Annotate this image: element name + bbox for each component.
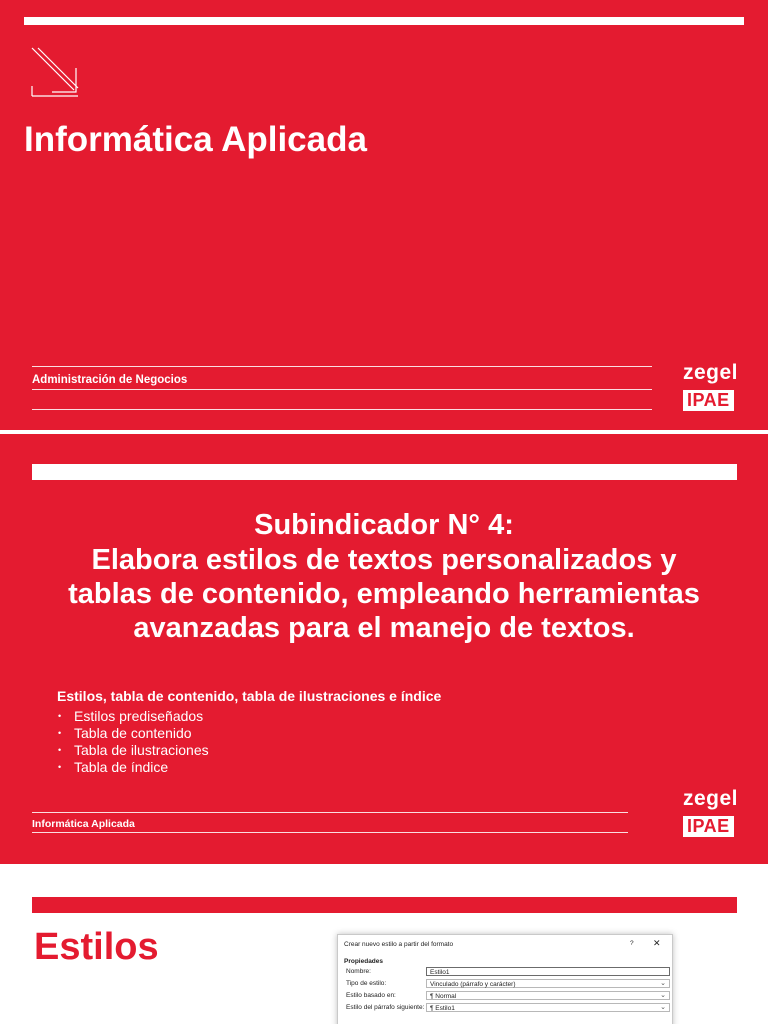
divider-line xyxy=(32,389,652,390)
arrow-down-right-icon xyxy=(30,46,80,98)
field-label: Estilo basado en: xyxy=(346,992,396,999)
list-item: • Tabla de contenido xyxy=(58,725,192,741)
brand-name: zegel xyxy=(683,787,739,810)
top-bar xyxy=(24,17,744,25)
close-icon[interactable]: ✕ xyxy=(653,938,661,948)
top-bar xyxy=(32,897,737,913)
styles-slide xyxy=(0,868,768,1024)
list-item: • Tabla de ilustraciones xyxy=(58,742,209,758)
field-label: Nombre: xyxy=(346,968,371,975)
brand-badge: IPAE xyxy=(683,390,734,411)
field-label: Tipo de estilo: xyxy=(346,980,387,987)
footer-text: Administración de Negocios xyxy=(32,374,188,386)
subindicator-text-line: tablas de contenido, empleando herramientas xyxy=(68,578,700,610)
list-item: • Estilos prediseñados xyxy=(58,708,204,724)
divider-line xyxy=(32,812,628,813)
chevron-down-icon: ⌄ xyxy=(660,992,666,999)
brand-badge: IPAE xyxy=(683,816,734,837)
next-paragraph-select[interactable]: ¶ Estilo1 ⌄ xyxy=(426,1003,670,1012)
chevron-down-icon: ⌄ xyxy=(660,980,666,987)
style-type-select[interactable]: Vinculado (párrafo y carácter) ⌄ xyxy=(426,979,670,988)
create-style-dialog xyxy=(337,934,673,1024)
subindicator-text-line: avanzadas para el manejo de textos. xyxy=(133,612,635,644)
topics-title: Estilos, tabla de contenido, tabla de ilustraciones e índice xyxy=(57,688,442,704)
subindicator-slide xyxy=(0,434,768,864)
name-field[interactable]: Estilo1 xyxy=(426,967,670,976)
topics-list xyxy=(58,708,209,776)
subindicator-number: Subindicador N° 4: xyxy=(254,509,514,541)
divider-line xyxy=(32,832,628,833)
top-bar xyxy=(32,464,737,480)
brand-name: zegel xyxy=(683,361,739,384)
based-on-select[interactable]: ¶ Normal ⌄ xyxy=(426,991,670,1000)
brand-logo xyxy=(683,362,738,411)
chevron-down-icon: ⌄ xyxy=(660,1004,666,1011)
brand-logo xyxy=(683,788,738,837)
subindicator-text-line: Elabora estilos de textos personalizados y xyxy=(91,544,677,576)
divider-line xyxy=(32,409,652,410)
presentation-title: Informática Aplicada xyxy=(24,120,367,159)
divider-line xyxy=(32,366,652,367)
slide-title: Estilos xyxy=(34,926,159,968)
title-slide xyxy=(0,0,768,430)
dialog-title: Crear nuevo estilo a partir del formato xyxy=(344,941,454,948)
footer-text: Informática Aplicada xyxy=(32,818,135,830)
properties-section-label: Propiedades xyxy=(344,958,384,965)
help-icon[interactable]: ? xyxy=(630,940,634,947)
list-item: • Tabla de índice xyxy=(58,759,169,775)
field-label: Estilo del párrafo siguiente: xyxy=(346,1004,425,1011)
